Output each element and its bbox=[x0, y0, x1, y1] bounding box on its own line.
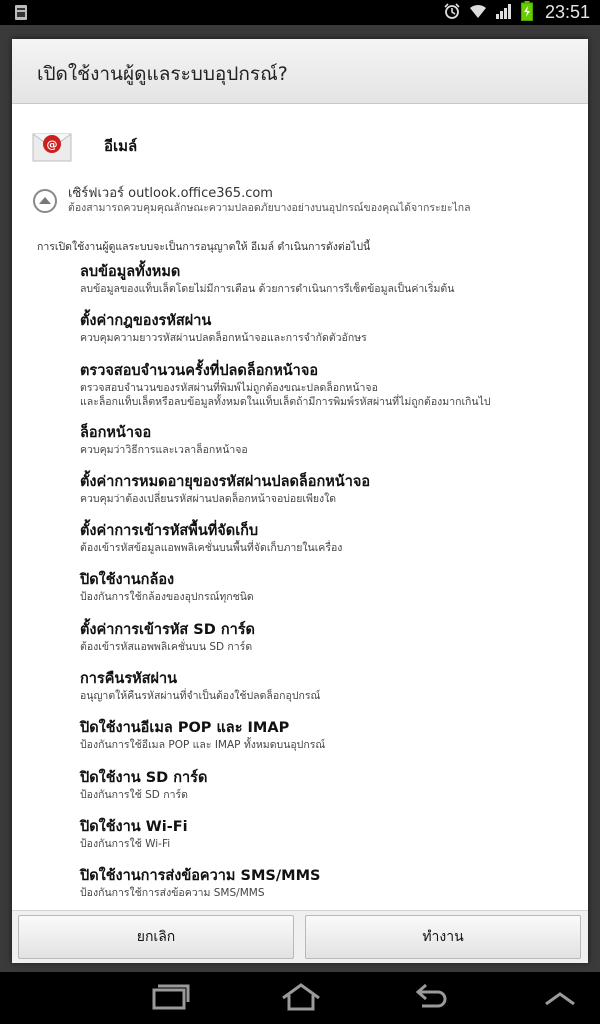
home-icon[interactable] bbox=[280, 982, 322, 1016]
policy-title: ตั้งค่ากฎของรหัสผ่าน bbox=[80, 313, 212, 330]
alarm-icon bbox=[443, 2, 461, 24]
policy-item bbox=[80, 817, 570, 866]
collapse-up-icon[interactable] bbox=[32, 188, 58, 218]
policy-item bbox=[80, 262, 570, 311]
policy-item bbox=[80, 669, 570, 718]
policy-title: ตั้งค่าการหมดอายุของรหัสผ่านปลดล็อกหน้าจอ bbox=[80, 473, 371, 490]
policy-description: ควบคุมว่าวิธีการและเวลาล็อกหน้าจอ bbox=[80, 443, 248, 456]
policy-title: ปิดใช้งาน SD การ์ด bbox=[80, 769, 208, 786]
dialog-title: เปิดใช้งานผู้ดูแลระบบอุปกรณ์? bbox=[37, 63, 288, 85]
policy-item bbox=[80, 570, 570, 619]
battery-charging-icon bbox=[521, 1, 533, 25]
policy-title: ปิดใช้งานกล้อง bbox=[80, 572, 175, 589]
policy-title: ล็อกหน้าจอ bbox=[80, 424, 152, 441]
dialog-body[interactable] bbox=[12, 104, 588, 910]
policy-item bbox=[80, 311, 570, 360]
policy-list bbox=[80, 262, 570, 910]
policy-description: อนุญาตให้คืนรหัสผ่านที่จำเป็นต้องใช้ปลดล็อกอุปกรณ์ bbox=[80, 690, 321, 703]
policy-title: การคืนรหัสผ่าน bbox=[80, 671, 178, 688]
policy-item bbox=[80, 718, 570, 767]
recent-apps-icon[interactable] bbox=[150, 982, 190, 1016]
policy-title: ตั้งค่าการเข้ารหัส SD การ์ด bbox=[80, 621, 255, 638]
navigation-bar bbox=[0, 972, 600, 1024]
policy-title: ปิดใช้งานอีเมล POP และ IMAP bbox=[80, 720, 290, 737]
policy-description: ควบคุมความยาวรหัสผ่านปลดล็อกหน้าจอและการจำกัดตัวอักษร bbox=[80, 332, 367, 345]
server-description: ต้องสามารถควบคุมคุณลักษณะความปลอดภัยบางอย่างบนอุปกรณ์ของคุณได้จากระยะไกล bbox=[68, 202, 471, 214]
wifi-icon bbox=[469, 3, 487, 23]
policy-item bbox=[80, 423, 570, 472]
policy-title: ลบข้อมูลทั้งหมด bbox=[80, 264, 181, 280]
app-row bbox=[32, 126, 137, 166]
menu-up-icon[interactable] bbox=[542, 982, 578, 1016]
policy-title: ปิดใช้งานการส่งข้อความ SMS/MMS bbox=[80, 868, 321, 885]
policy-item bbox=[80, 361, 570, 423]
policy-description: ป้องกันการใช้ SD การ์ด bbox=[80, 788, 188, 801]
policy-description: ป้องกันการใช้กล้องของอุปกรณ์ทุกชนิด bbox=[80, 591, 254, 604]
notification-icon bbox=[14, 4, 28, 25]
policy-item bbox=[80, 521, 570, 570]
device-admin-dialog bbox=[12, 39, 588, 962]
policy-title: ตั้งค่าการเข้ารหัสพื้นที่จัดเก็บ bbox=[80, 523, 259, 540]
policy-item bbox=[80, 768, 570, 817]
app-name: อีเมล์ bbox=[104, 137, 138, 155]
policy-item bbox=[80, 620, 570, 669]
policy-description: ป้องกันการใช้ Wi-Fi bbox=[80, 837, 171, 850]
dialog-footer bbox=[12, 910, 588, 963]
status-bar bbox=[0, 0, 600, 25]
policy-description: ต้องเข้ารหัสข้อมูลแอพพลิเคชั่นบนพื้นที่จัดเก็บภายในเครื่อง bbox=[80, 542, 343, 555]
policy-description: ป้องกันการใช้การส่งข้อความ SMS/MMS bbox=[80, 887, 265, 900]
signal-icon bbox=[495, 3, 513, 23]
policy-description: ต้องเข้ารหัสแอพพลิเคชั่นบน SD การ์ด bbox=[80, 640, 253, 653]
policy-title: ปิดใช้งาน Wi-Fi bbox=[80, 818, 188, 835]
dialog-header bbox=[12, 39, 588, 104]
server-title: เซิร์ฟเวอร์ outlook.office365.com bbox=[68, 186, 273, 201]
back-icon[interactable] bbox=[410, 982, 450, 1016]
policy-description: ตรวจสอบจำนวนของรหัสผ่านที่พิมพ์ไม่ถูกต้องขณะปลดล็อกหน้าจอ bbox=[80, 381, 378, 394]
policy-description-line2: และล็อกแท็บเล็ตหรือลบข้อมูลทั้งหมดในแท็บเล็ตถ้ามีการพิมพ์รหัสผ่านที่ไม่ถูกต้องมากเกินไป bbox=[80, 395, 491, 408]
policy-title: ตรวจสอบจำนวนครั้งที่ปลดล็อกหน้าจอ bbox=[80, 362, 319, 379]
intro-text: การเปิดใช้งานผู้ดูแลระบบจะเป็นการอนุญาตให้ อีเมล์ ดำเนินการดังต่อไปนี้ bbox=[37, 241, 371, 253]
activate-button[interactable]: ทำงาน bbox=[305, 915, 581, 959]
policy-description: ควบคุมว่าต้องเปลี่ยนรหัสผ่านปลดล็อกหน้าจอบ่อยเพียงใด bbox=[80, 492, 337, 505]
policy-description: ป้องกันการใช้อีเมล POP และ IMAP ทั้งหมดบนอุปกรณ์ bbox=[80, 739, 326, 752]
cancel-button[interactable]: ยกเลิก bbox=[18, 915, 294, 959]
policy-description: ลบข้อมูลของแท็บเล็ตโดยไม่มีการเตือน ด้วยการดำเนินการรีเซ็ตข้อมูลเป็นค่าเริ่มต้น bbox=[80, 283, 455, 295]
svg-text:@: @ bbox=[46, 138, 58, 151]
status-time: 23:51 bbox=[544, 2, 590, 22]
policy-item bbox=[80, 866, 570, 910]
email-app-icon bbox=[32, 128, 72, 164]
policy-item bbox=[80, 472, 570, 521]
status-icons bbox=[443, 0, 590, 25]
